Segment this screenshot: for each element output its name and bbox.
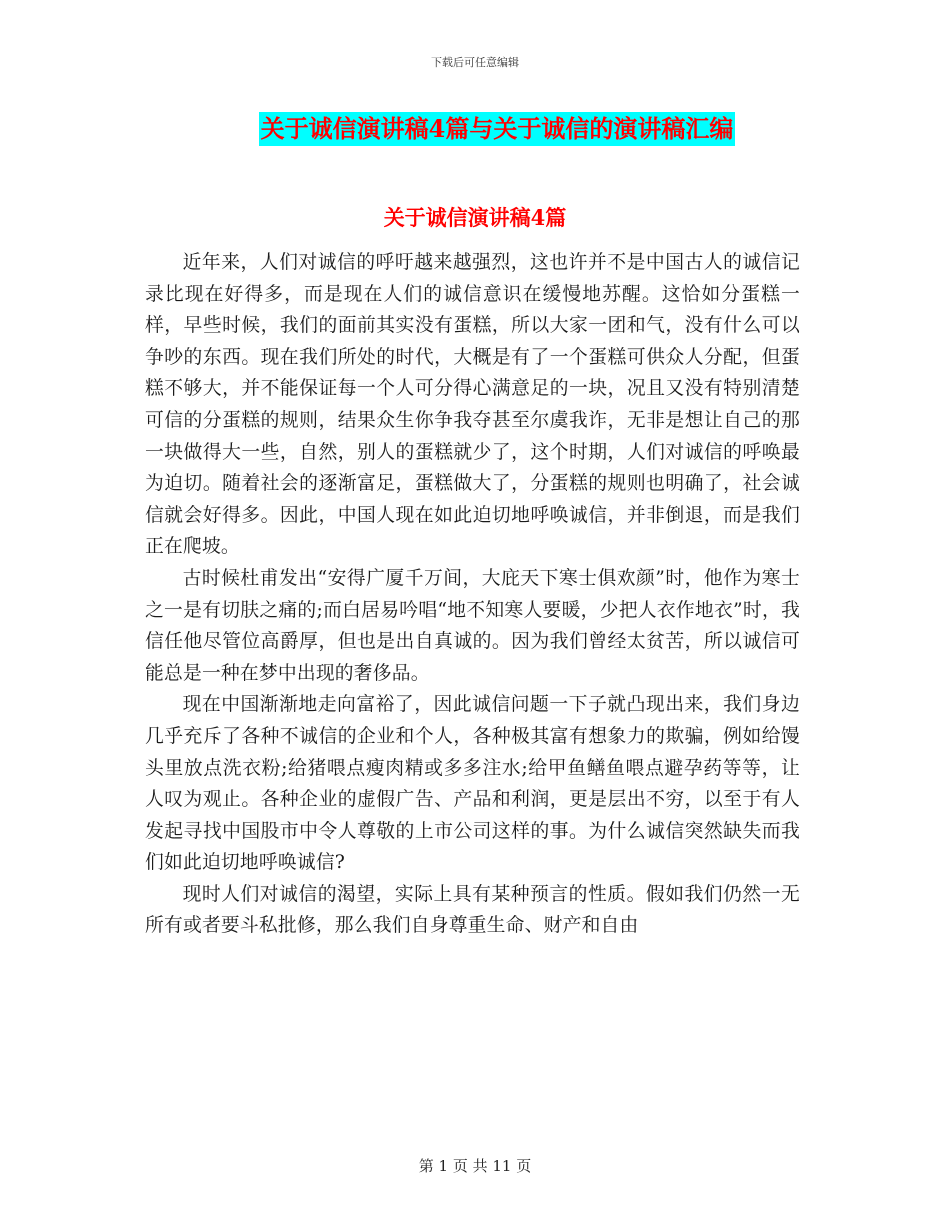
main-title-container bbox=[0, 112, 950, 146]
main-title: 关于诚信演讲稿4篇与关于诚信的演讲稿汇编 bbox=[259, 112, 736, 146]
paragraph-4: 现时人们对诚信的渴望，实际上具有某种预言的性质。假如我们仍然一无所有或者要斗私批修，那么我们自身尊重生命、财产和自由 bbox=[145, 883, 800, 937]
article-body bbox=[145, 247, 800, 942]
paragraph-3: 现在中国渐渐地走向富裕了，因此诚信问题一下子就凸现出来，我们身边几乎充斥了各种不诚信的企业和个人，各种极其富有想象力的欺骗，例如给馒头里放点洗衣粉;给猪喂点瘦肉精或多多注水;给甲鱼鳝鱼喂点避孕药等等，让人叹为观止。各种企业的虚假广告、产品和利润，更是层出不穷，以至于有人发起寻找中国股市中令人尊敬的上市公司这样的事。为什么诚信突然缺失而我们如此迫切地呼唤诚信? bbox=[145, 694, 800, 874]
paragraph-2: 古时候杜甫发出“安得广厦千万间，大庇天下寒士俱欢颜”时，他作为寒士之一是有切肤之痛的;而白居易吟唱“地不知寒人要暖，少把人衣作地衣”时，我信任他尽管位高爵厚，但也是出自真诚的。因为我们曾经太贫苦，所以诚信可能总是一种在梦中出现的奢侈品。 bbox=[145, 567, 800, 684]
paragraph-1: 近年来，人们对诚信的呼吁越来越强烈，这也许并不是中国古人的诚信记录比现在好得多，而是现在人们的诚信意识在缓慢地苏醒。这恰如分蛋糕一样，早些时候，我们的面前其实没有蛋糕，所以大家一团和气，没有什么可以争吵的东西。现在我们所处的时代，大概是有了一个蛋糕可供众人分配，但蛋糕不够大，并不能保证每一个人可分得心满意足的一块，况且又没有特别清楚可信的分蛋糕的规则，结果众生你争我夺甚至尔虞我诈，无非是想让自己的那一块做得大一些，自然，别人的蛋糕就少了，这个时期，人们对诚信的呼唤最为迫切。随着社会的逐渐富足，蛋糕做大了，分蛋糕的规则也明确了，社会诚信就会好得多。因此，中国人现在如此迫切地呼唤诚信，并非倒退，而是我们正在爬坡。 bbox=[145, 252, 800, 558]
header-note: 下载后可任意编辑 bbox=[431, 56, 519, 69]
sub-title: 关于诚信演讲稿4篇 bbox=[383, 205, 567, 230]
page-number: 第 1 页 共 11 页 bbox=[418, 1157, 532, 1175]
